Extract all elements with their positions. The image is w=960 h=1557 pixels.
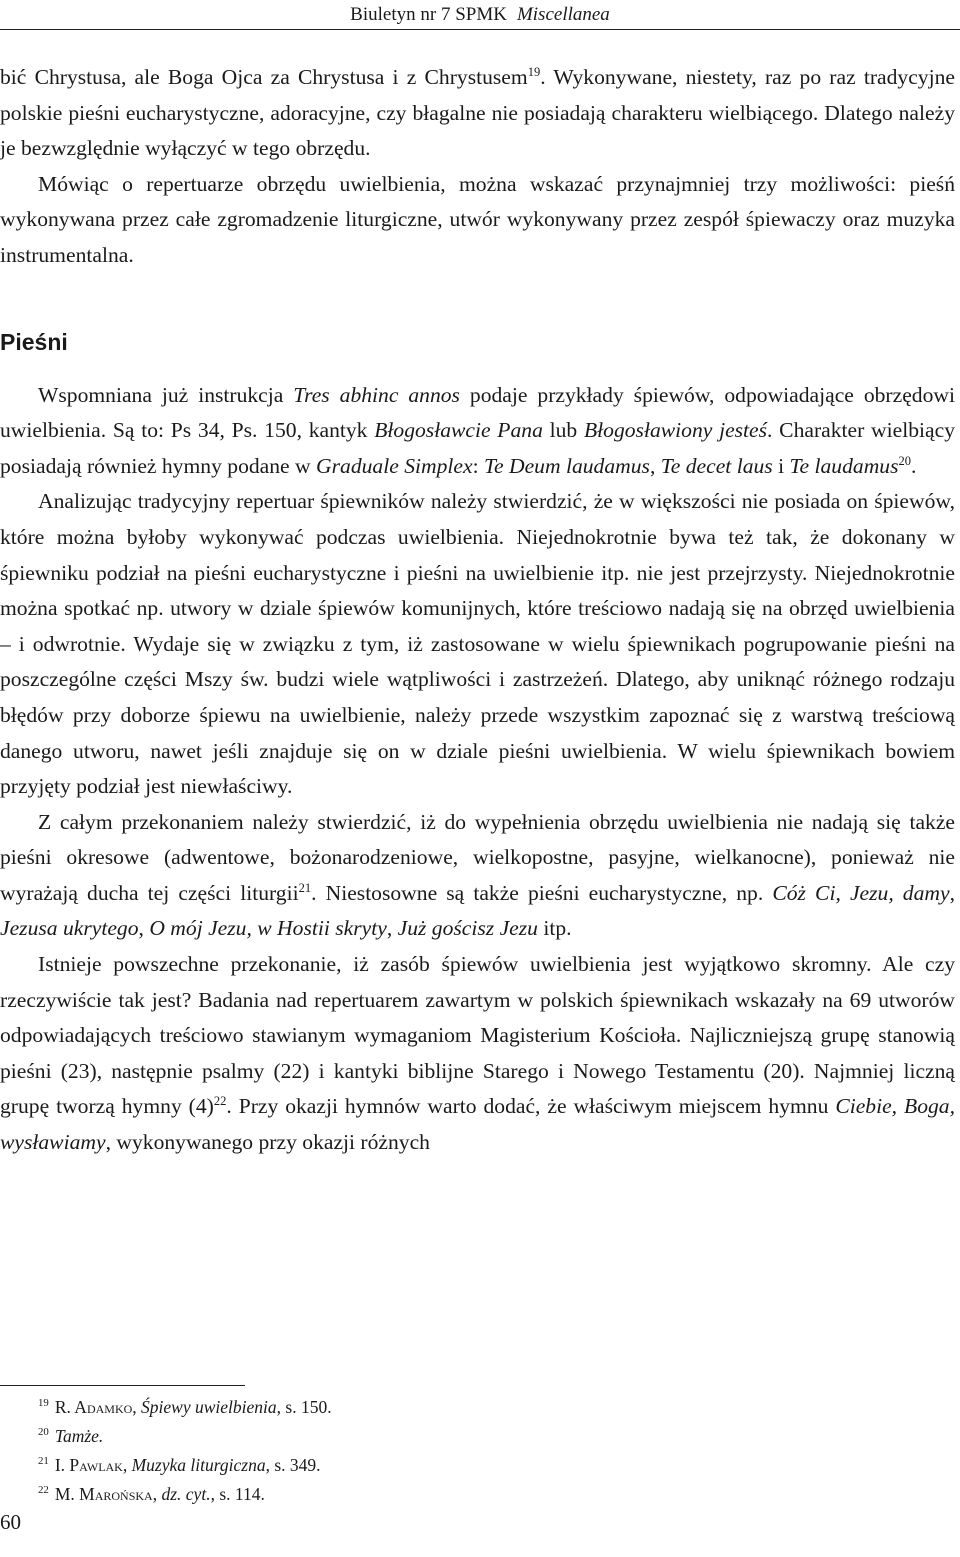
text-run: lub [542, 418, 584, 443]
running-header [0, 0, 960, 30]
footnote-author-smallcaps: arońska [94, 1484, 153, 1504]
footnote-title: dz. cyt. [161, 1484, 211, 1504]
italic-title: O mój Jezu, w Hostii skryty [149, 916, 387, 941]
italic-title: Cóż Ci, Jezu, damy [772, 880, 950, 905]
footnote-title: Tamże. [54, 1426, 104, 1446]
text-run: , [949, 880, 955, 905]
footnote-author: M. M [54, 1484, 95, 1504]
section-title: Miscellanea [516, 4, 610, 25]
paragraph-5 [0, 805, 955, 947]
italic-title: Ciebie, Boga, wysławiamy [0, 1094, 955, 1155]
paragraph-4: Analizując tradycyjny repertuar śpiewników należy stwierdzić, że w większości nie posiada on śpiewów, które można byłoby wykonywać podczas uwielbienia. Niejednokrotnie bywa też tak, że dokonany w śpiewniku podział na pieśni eucharystyczne i pieśni na uwielbienie itp. nie jest przejrzysty. Niejednokrotnie można spotkać np. utwory w dziale śpiewów komunijnych, które treściowo nadają się na obrzęd uwielbienia – i odwrotnie. Wydaje się w związku z tym, iż zastosowane w wielu śpiewnikach pogrupowanie pieśni na poszczególne części Mszy św. budzi wiele wątpliwości i zastrzeżeń. Dlatego, aby uniknąć różnego rodzaju błędów przy doborze śpiewu na uwielbienie, należy przede wszystkim zapoznać się z warstwą treściową danego utworu, nawet jeśli znajduje się on w dziale pieśni uwielbienia. W wielu śpiewnikach bowiem przyjęty podział jest niewłaściwy. [0, 489, 955, 799]
paragraph-6 [0, 947, 955, 1161]
footnote-ref[interactable]: 19 [527, 64, 541, 79]
footnote-number: 22 [38, 1484, 49, 1497]
footnote-title: Śpiewy uwielbienia [141, 1397, 277, 1417]
italic-title: Tres abhinc annos [293, 382, 460, 407]
footnote-separator: , [122, 1455, 132, 1475]
footnote-number: 21 [38, 1455, 49, 1468]
footnote-item [38, 1422, 918, 1451]
main-text [0, 60, 955, 1161]
footnote-number: 19 [38, 1397, 49, 1410]
footnote-page: , s. 150. [276, 1397, 332, 1417]
text-run: podaje przykłady śpiewów, odpowiadające obrzędowi uwielbienia. Są to: Ps 34, Ps. 150, kantyk [0, 382, 955, 443]
text-run: , wykonywanego przy okazji różnych [105, 1130, 430, 1155]
page-number: 60 [0, 1510, 21, 1534]
text-run: bić Chrystusa, ale Boga Ojca za Chrystusa i z Chrystusem [0, 65, 528, 89]
text-run: , [386, 916, 398, 941]
footnote-ref[interactable]: 21 [298, 880, 312, 895]
text-run: : [472, 453, 484, 478]
text-run: . Charakter wielbiący posiadają również hymny podane w [0, 418, 955, 478]
italic-title: Te Deum laudamus [483, 453, 650, 478]
text-run: Istnieje powszechne przekonanie, iż zasób śpiewów uwielbienia jest wyjątkowo skromny. Ale czy rzeczywiście tak jest? Badania nad repertuarem zawartym w polskich śpiewnikach wskazały na 69 utworów odpowiadających treściowo stawianym wymaganiom Magisterium Kościoła. Najliczniejszą grupę stanowią pieśni (23), następnie psalmy (22) i kantyki biblijne Starego i Nowego Testamentu (20). Najmniej liczną grupę tworzą hymny (4) [0, 952, 955, 1119]
footnote-author: R. A [54, 1397, 87, 1417]
text-run: itp. [537, 916, 572, 941]
footnote-ref[interactable]: 20 [898, 453, 912, 468]
text-run: i [772, 453, 790, 478]
text-run: , [649, 453, 661, 478]
footnote-page: , s. 114. [210, 1484, 265, 1504]
italic-title: Błogosławcie Pana [374, 418, 543, 443]
section-heading: Pieśni [0, 328, 68, 355]
journal-title: Biuletyn nr 7 SPMK [350, 4, 507, 25]
text-run: Z całym przekonaniem należy stwierdzić, iż do wypełnienia obrzędu uwielbienia nie nadają się także pieśni okresowe (adwentowe, bożonarodzeniowe, wielkopostne, pasyjne, wielkanocne), ponieważ nie wyrażają ducha tej części liturgii [0, 809, 955, 905]
italic-title: Jezusa ukrytego [0, 916, 139, 941]
text-run: Wspomniana już instrukcja [38, 382, 294, 407]
footnote-number: 20 [38, 1426, 49, 1439]
italic-title: Błogosławiony jesteś [583, 418, 768, 443]
paragraph-3 [0, 378, 955, 485]
footnote-divider [0, 1385, 245, 1386]
paragraph-2: Mówiąc o repertuarze obrzędu uwielbienia, można wskazać przynajmniej trzy możliwości: pieśń wykonywana przez całe zgromadzenie liturgiczne, utwór wykonywany przez zespół śpiewaczy oraz muzyka instrumentalna. [0, 171, 955, 267]
footnote-ref[interactable]: 22 [213, 1094, 227, 1109]
text-run: . Niestosowne są także pieśni eucharystyczne, np. [311, 880, 773, 905]
text-run: , [138, 916, 150, 941]
italic-title: Te decet laus [660, 453, 773, 478]
footnote-author: I. P [54, 1455, 80, 1475]
italic-title: Już gościsz Jezu [397, 916, 538, 941]
paragraph-1 [0, 60, 955, 167]
footnote-item [38, 1480, 918, 1509]
footnote-page: , s. 349. [265, 1455, 321, 1475]
footnotes [38, 1393, 918, 1509]
text-run: . [911, 453, 917, 478]
text-run: . Przy okazji hymnów warto dodać, że właściwym miejscem hymnu [226, 1094, 836, 1119]
footnote-separator: , [132, 1397, 142, 1417]
footnote-item [38, 1451, 918, 1480]
footnote-separator: , [152, 1484, 162, 1504]
footnote-title: Muzyka liturgiczna [131, 1455, 266, 1475]
italic-title: Graduale Simplex [316, 453, 473, 478]
footnote-item [38, 1393, 918, 1422]
footnote-author-smallcaps: damko [86, 1397, 133, 1417]
text-run: . Wykonywane, niestety, raz po raz tradycyjne polskie pieśni eucharystyczne, adoracyjne, czy błagalne nie posiadają charakteru wielbiącego. Dlatego należy je bezwzględnie wyłączyć w tego obrzędu. [0, 65, 955, 161]
italic-title: Te laudamus [789, 453, 899, 478]
footnote-author-smallcaps: awlak [79, 1455, 123, 1475]
